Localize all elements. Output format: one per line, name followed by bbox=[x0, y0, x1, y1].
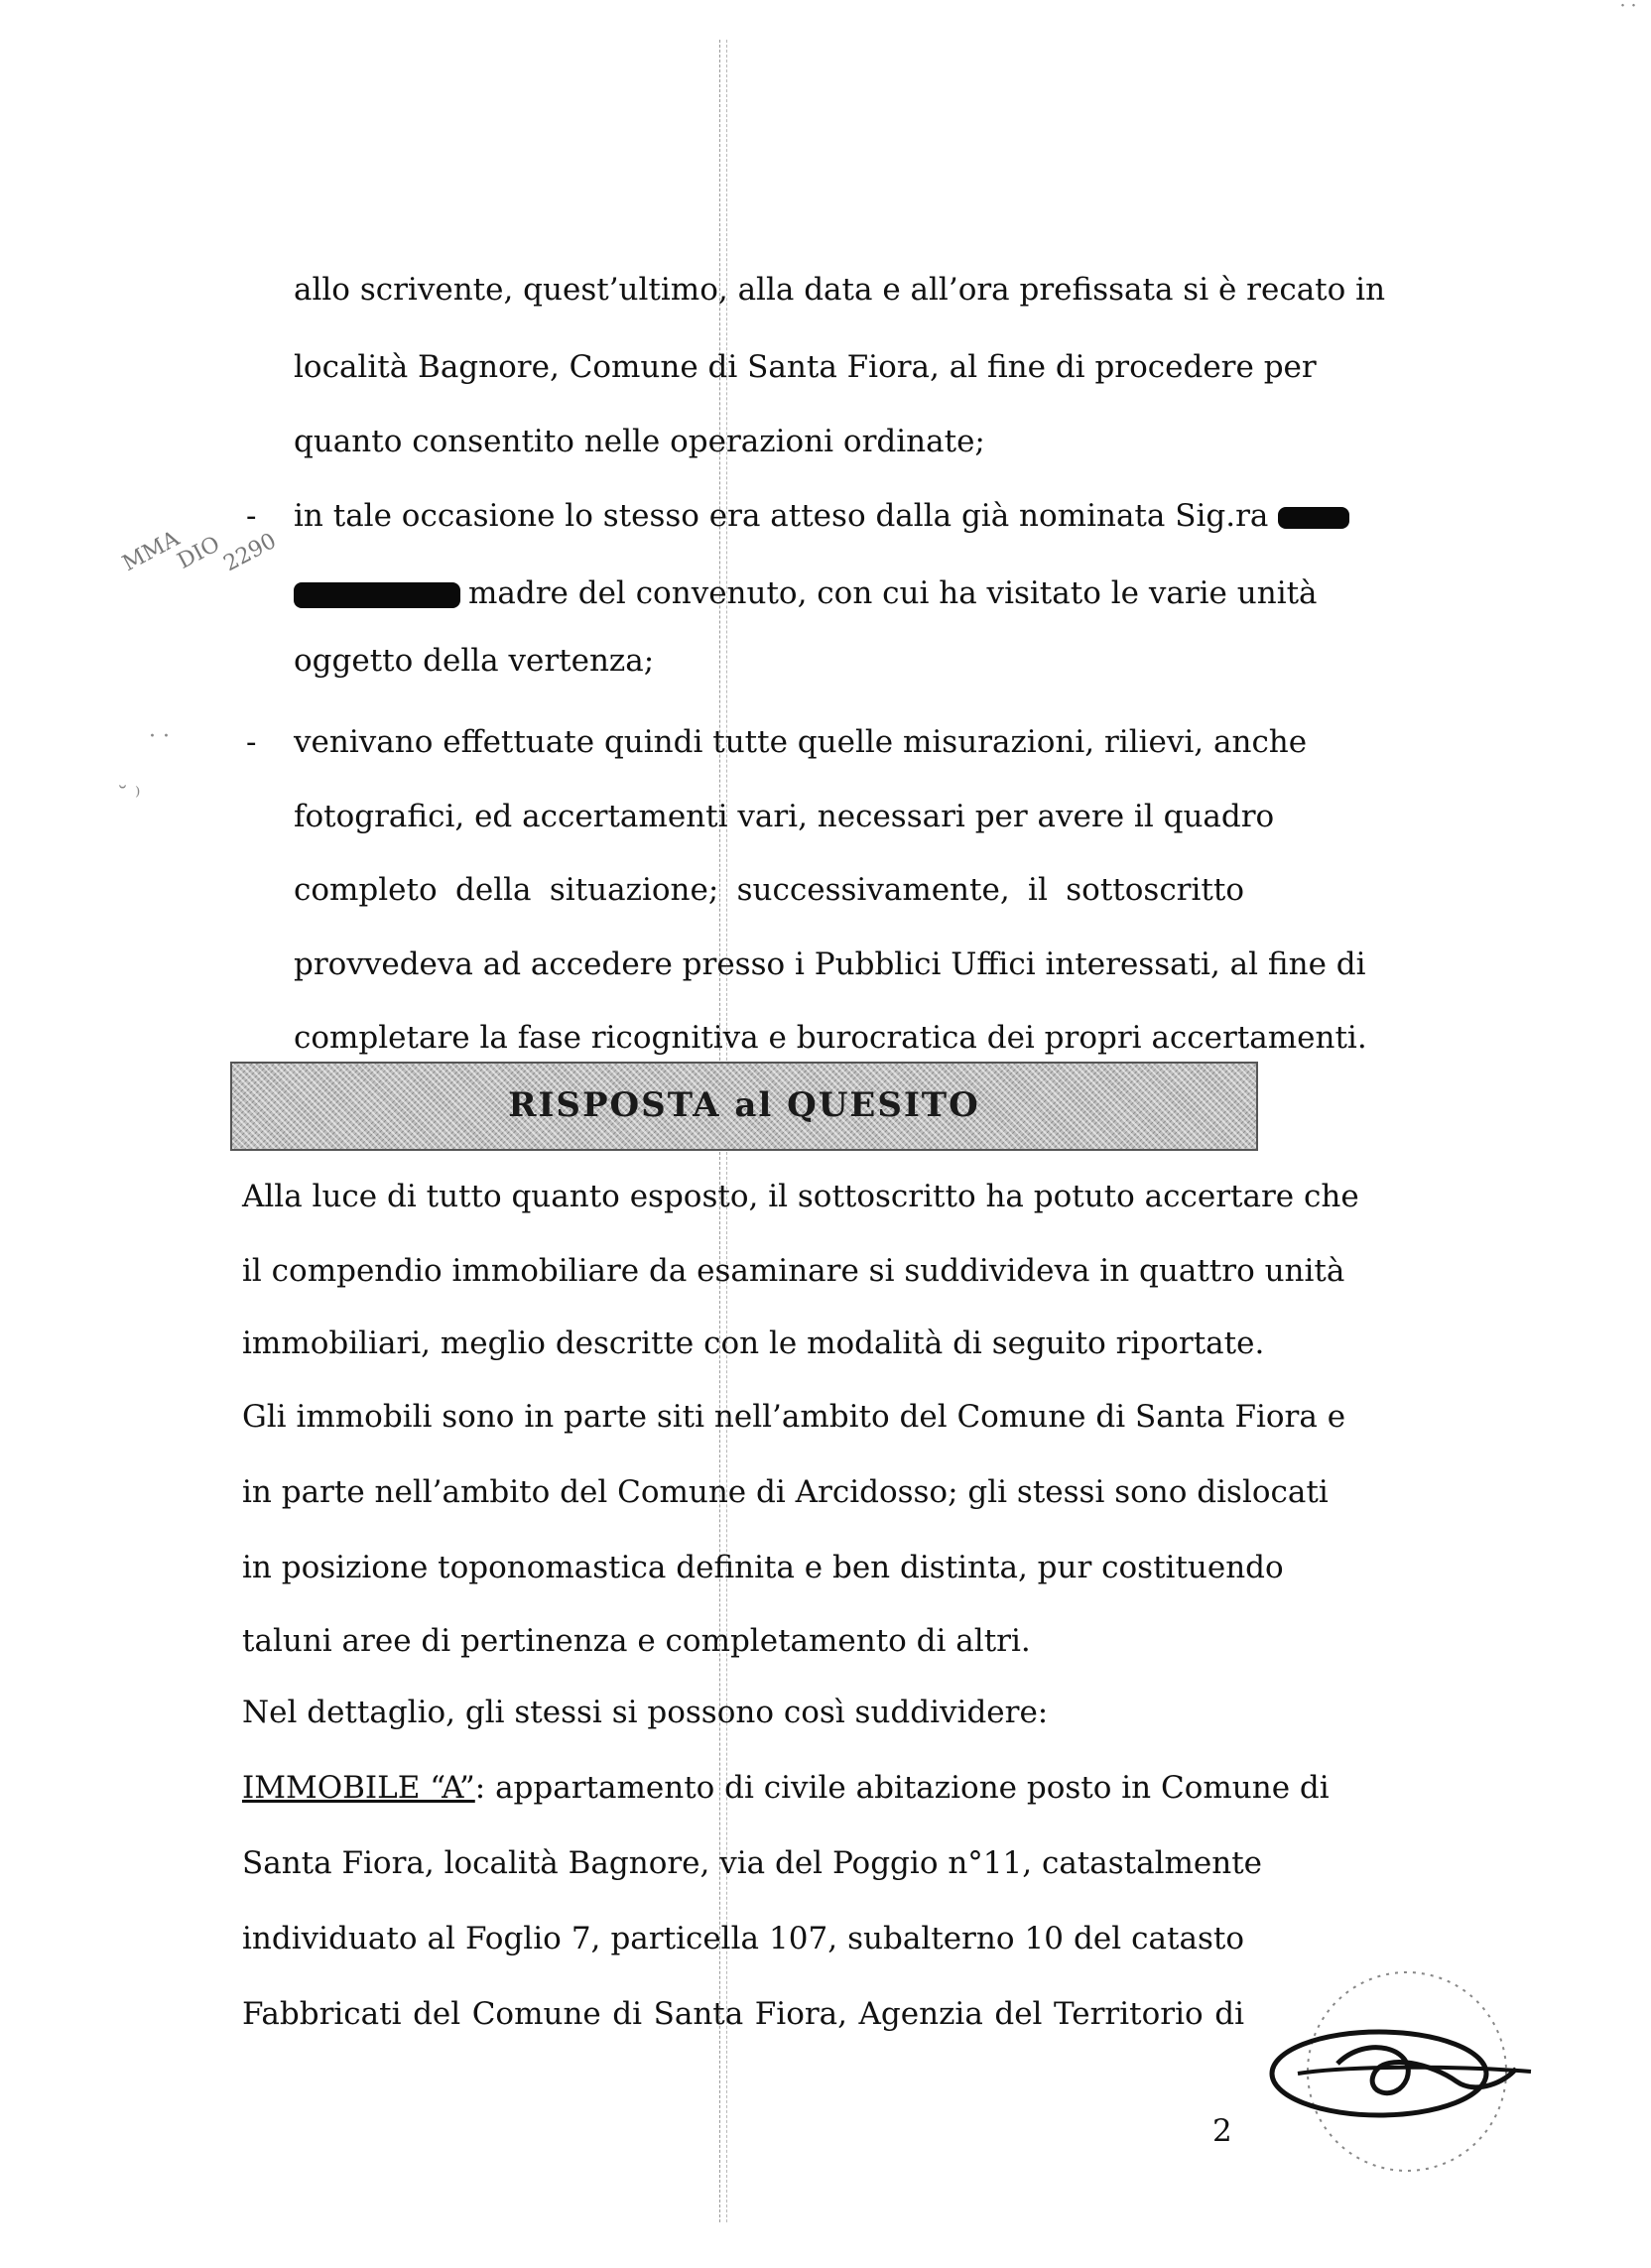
immobile-a-label: IMMOBILE “A” bbox=[242, 1770, 475, 1806]
body-line: Santa Fiora, località Bagnore, via del Poggio n°11, catastalmente bbox=[242, 1845, 1263, 1881]
body-line: Gli immobili sono in parte siti nell’ambito del Comune di Santa Fiora e bbox=[242, 1399, 1346, 1435]
bullet-marker: - bbox=[246, 724, 257, 760]
text-line: completare la fase ricognitiva e burocratica dei propri accertamenti. bbox=[294, 1020, 1367, 1056]
immobile-a-line bbox=[242, 1768, 1330, 1808]
page-number: 2 bbox=[1212, 2113, 1232, 2149]
bullet-marker: - bbox=[246, 498, 257, 534]
text-line: fotografici, ed accertamenti vari, necessari per avere il quadro bbox=[294, 799, 1275, 834]
immobile-a-text: : appartamento di civile abitazione posto in Comune di bbox=[474, 1770, 1330, 1806]
signature-stroke bbox=[1298, 2068, 1531, 2074]
speck-mark: ˘ ⁾ bbox=[117, 784, 141, 809]
body-line: Alla luce di tutto quanto esposto, il sottoscritto ha potuto accertare che bbox=[242, 1179, 1359, 1214]
stamp-line: DIO bbox=[173, 532, 224, 574]
body-line: Nel dettaglio, gli stessi si possono così suddividere: bbox=[242, 1695, 1049, 1730]
bullet-1-line-1 bbox=[294, 496, 1349, 536]
redaction-mark bbox=[1278, 507, 1349, 529]
bullet-1-line-2 bbox=[294, 573, 1318, 613]
body-line: in parte nell’ambito del Comune di Arcidosso; gli stessi sono dislocati bbox=[242, 1474, 1329, 1510]
body-line: in posizione toponomastica definita e ben distinta, pur costituendo bbox=[242, 1550, 1284, 1585]
bullet-1-line-3: oggetto della vertenza; bbox=[294, 643, 655, 679]
stamp-line: 2290 bbox=[219, 528, 281, 577]
body-line: il compendio immobiliare da esaminare si suddivideva in quattro unità bbox=[242, 1253, 1345, 1289]
body-line: Fabbricati del Comune di Santa Fiora, Agenzia del Territorio di bbox=[242, 1996, 1244, 2032]
text-line: quanto consentito nelle operazioni ordinate; bbox=[294, 424, 985, 459]
speck-mark: ˙˙ bbox=[1617, 2, 1639, 27]
bullet-1-line-2-text: madre del convenuto, con cui ha visitato le varie unità bbox=[468, 575, 1318, 611]
text-line: completo della situazione; successivamente, il sottoscritto bbox=[294, 872, 1244, 908]
text-line: località Bagnore, Comune di Santa Fiora, al fine di procedere per bbox=[294, 349, 1317, 385]
text-line: venivano effettuate quindi tutte quelle misurazioni, rilievi, anche bbox=[294, 724, 1308, 760]
body-line: individuato al Foglio 7, particella 107, subalterno 10 del catasto bbox=[242, 1921, 1244, 1956]
body-line: taluni aree di pertinenza e completamento di altri. bbox=[242, 1623, 1031, 1659]
text-line: provvedeva ad accedere presso i Pubblici Uffici interessati, al fine di bbox=[294, 946, 1366, 982]
section-heading: RISPOSTA al QUESITO bbox=[508, 1085, 980, 1125]
bullet-1-line-1-text: in tale occasione lo stesso era atteso dalla già nominata Sig.ra bbox=[294, 498, 1269, 534]
speck-mark: · · bbox=[149, 724, 170, 749]
body-line: immobiliari, meglio descritte con le modalità di seguito riportate. bbox=[242, 1325, 1265, 1361]
text-line: allo scrivente, quest’ultimo, alla data e all’ora prefissata si è recato in bbox=[294, 272, 1386, 308]
section-banner bbox=[230, 1062, 1258, 1151]
stamp-line: MMA bbox=[118, 526, 185, 577]
signature-stamp bbox=[1258, 1954, 1556, 2183]
